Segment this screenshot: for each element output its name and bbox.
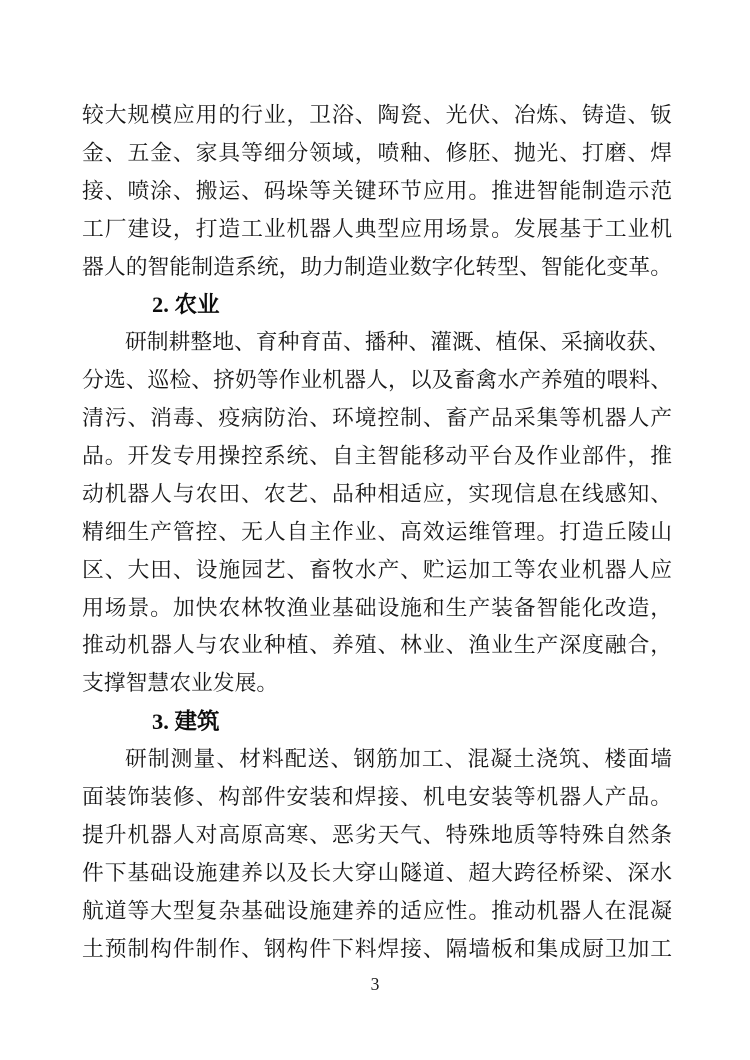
paragraph-manufacturing-continued — [82, 97, 672, 286]
text-line: 接、喷涂、搬运、码垛等关键环节应用。推进智能制造示范 — [82, 178, 672, 203]
text-line: 研制测量、材料配送、钢筋加工、混凝土浇筑、楼面墙 — [125, 747, 672, 772]
text-line: 工厂建设，打造工业机器人典型应用场景。发展基于工业机 — [82, 216, 672, 241]
document-content — [82, 97, 672, 968]
text-line: 清污、消毒、疫病防治、环境控制、畜产品采集等机器人产 — [82, 406, 672, 431]
text-line: 土预制构件制作、钢构件下料焊接、隔墙板和集成厨卫加工 — [82, 936, 672, 961]
text-line: 支撑智慧农业发展。 — [82, 671, 279, 696]
text-line: 器人的智能制造系统，助力制造业数字化转型、智能化变革。 — [82, 254, 672, 279]
text-line: 金、五金、家具等细分领域，喷釉、修胚、抛光、打磨、焊 — [82, 140, 672, 165]
section-heading: 2. 农业 — [152, 292, 220, 318]
text-line: 精细生产管控、无人自主作业、高效运维管理。打造丘陵山 — [82, 519, 672, 544]
heading-construction — [82, 703, 672, 741]
paragraph-agriculture — [82, 324, 672, 703]
page-number: 3 — [370, 974, 380, 994]
text-line: 分选、巡检、挤奶等作业机器人，以及畜禽水产养殖的喂料、 — [82, 368, 672, 393]
heading-agriculture — [82, 286, 672, 324]
text-line: 航道等大型复杂基础设施建养的适应性。推动机器人在混凝 — [82, 898, 672, 923]
text-line: 品。开发专用操控系统、自主智能移动平台及作业部件，推 — [82, 444, 672, 469]
text-line: 用场景。加快农林牧渔业基础设施和生产装备智能化改造， — [82, 595, 672, 620]
text-line: 件下基础设施建养以及长大穿山隧道、超大跨径桥梁、深水 — [82, 860, 672, 885]
section-heading: 3. 建筑 — [152, 709, 220, 735]
paragraph-construction — [82, 741, 672, 968]
text-line: 研制耕整地、育种育苗、播种、灌溉、植保、采摘收获、 — [125, 330, 670, 355]
text-line: 推动机器人与农业种植、养殖、林业、渔业生产深度融合， — [82, 633, 672, 658]
text-line: 面装饰装修、构部件安装和焊接、机电安装等机器人产品。 — [82, 785, 672, 810]
text-line: 区、大田、设施园艺、畜牧水产、贮运加工等农业机器人应 — [82, 557, 672, 582]
text-line: 动机器人与农田、农艺、品种相适应，实现信息在线感知、 — [82, 481, 672, 506]
text-line: 提升机器人对高原高寒、恶劣天气、特殊地质等特殊自然条 — [82, 822, 672, 847]
text-line: 较大规模应用的行业，卫浴、陶瓷、光伏、冶炼、铸造、钣 — [82, 103, 672, 127]
